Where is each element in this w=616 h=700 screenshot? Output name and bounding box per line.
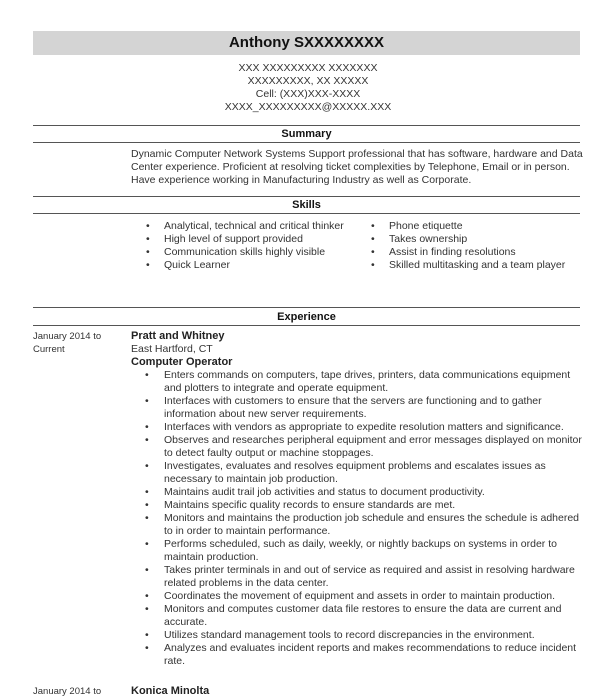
skill-item: • Analytical, technical and critical thinker bbox=[146, 220, 344, 233]
skill-item: • Phone etiquette bbox=[371, 220, 565, 233]
skill-item: • Communication skills highly visible bbox=[146, 246, 344, 259]
job-location: East Hartford, CT bbox=[131, 343, 213, 355]
job-duty-item: • Monitors and maintains the production job schedule and ensures the schedule is adhered to in order to maintain performance. bbox=[131, 512, 586, 538]
contact-block bbox=[0, 62, 616, 114]
contact-address-line-1: XXX XXXXXXXXX XXXXXXX bbox=[238, 62, 378, 74]
job-duty-item: • Interfaces with vendors as appropriate to expedite resolution matters and significance. bbox=[131, 421, 586, 434]
experience-heading-underline bbox=[33, 325, 580, 326]
job-date-start: January 2014 to bbox=[33, 686, 102, 697]
summary-divider bbox=[33, 125, 580, 126]
experience-divider bbox=[33, 307, 580, 308]
summary-heading: Summary bbox=[281, 128, 332, 140]
contact-email: XXXX_XXXXXXXXX@XXXXX.XXX bbox=[224, 101, 392, 113]
skills-list-left bbox=[146, 220, 344, 272]
summary-heading-underline bbox=[33, 142, 580, 143]
skill-item: • Takes ownership bbox=[371, 233, 565, 246]
skill-item: • High level of support provided bbox=[146, 233, 344, 246]
job-duty-item: • Monitors and computes customer data file restores to ensure the data are current and accurate. bbox=[131, 603, 586, 629]
job-duty-item: • Takes printer terminals in and out of service as required and assist in resolving hardware related problems in the data center. bbox=[131, 564, 586, 590]
job-duties-list bbox=[131, 369, 586, 668]
skill-item: • Skilled multitasking and a team player bbox=[371, 259, 565, 272]
skills-list-right bbox=[371, 220, 565, 272]
job-duty-item: • Coordinates the movement of equipment and assets in order to maintain production. bbox=[131, 590, 586, 603]
job-duty-item: • Observes and researches peripheral equipment and error messages displayed on monitor to detect faulty output or machine stoppages. bbox=[131, 434, 586, 460]
job-duty-item: • Maintains audit trail job activities and status to document productivity. bbox=[131, 486, 586, 499]
job-duty-item: • Interfaces with customers to ensure that the servers are functioning and to gather information about new server requirements. bbox=[131, 395, 586, 421]
job-dates bbox=[33, 685, 123, 698]
job-title: Computer Operator bbox=[131, 356, 233, 368]
job-duty-item: • Analyzes and evaluates incident reports and makes recommendations to reduce incident rate. bbox=[131, 642, 586, 668]
job-duty-item: • Investigates, evaluates and resolves equipment problems and escalates issues as necessary to maintain job production. bbox=[131, 460, 586, 486]
experience-heading: Experience bbox=[277, 311, 336, 323]
skills-divider bbox=[33, 196, 580, 197]
summary-text: Dynamic Computer Network Systems Support professional that has software, hardware and Data Center experience. Proficient at resolving ticket complexities by Telephone, Email or in person. Have experience working in Manufacturing Industry as well as Corporate. bbox=[131, 148, 583, 186]
contact-address-line-2: XXXXXXXXX, XX XXXXX bbox=[247, 75, 369, 87]
job-duty-item: • Performs scheduled, such as daily, weekly, or nightly backups on systems in order to maintain production. bbox=[131, 538, 586, 564]
job-dates bbox=[33, 330, 123, 356]
contact-phone: Cell: (XXX)XXX-XXXX bbox=[255, 88, 361, 100]
skills-heading-underline bbox=[33, 213, 580, 214]
job-date-start: January 2014 to bbox=[33, 331, 102, 342]
skill-item: • Assist in finding resolutions bbox=[371, 246, 565, 259]
job-company: Pratt and Whitney bbox=[131, 330, 225, 342]
skills-heading: Skills bbox=[292, 199, 321, 211]
job-duty-item: • Utilizes standard management tools to record discrepancies in the environment. bbox=[131, 629, 586, 642]
resume-name: Anthony SXXXXXXXX bbox=[33, 31, 580, 55]
job-duty-item: • Maintains specific quality records to ensure standards are met. bbox=[131, 499, 586, 512]
job-duty-item: • Enters commands on computers, tape drives, printers, data communications equipment and plotters to integrate and operate equipment. bbox=[131, 369, 586, 395]
skill-item: • Quick Learner bbox=[146, 259, 344, 272]
job-company: Konica Minolta bbox=[131, 685, 210, 697]
job-date-end: Current bbox=[33, 344, 65, 355]
